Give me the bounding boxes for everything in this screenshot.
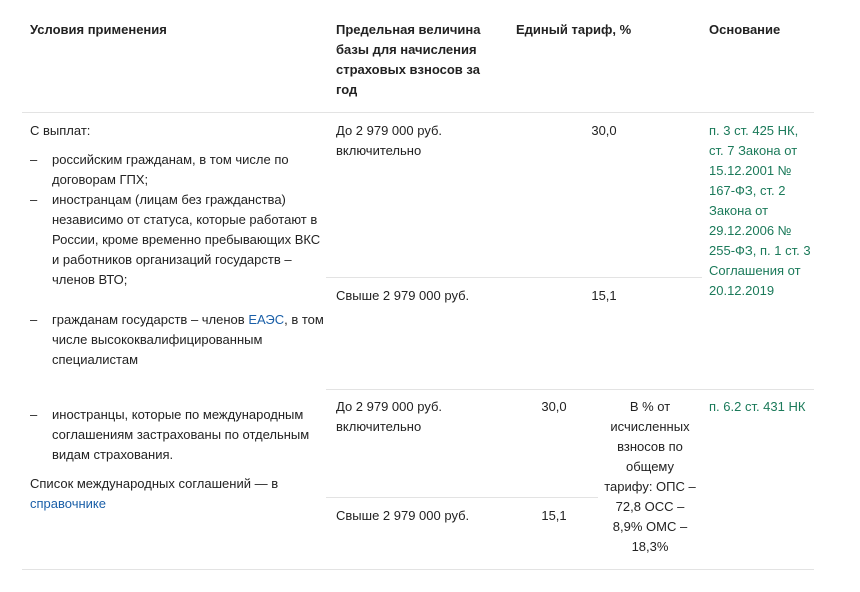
row1-intro: С выплат:: [30, 123, 91, 138]
row2-distribution: В % от исчисленных взносов по общему тарифу: ОПС – 72,8 ОСС – 8,9% ОМС – 18,3%: [604, 399, 696, 554]
row1-bullet-3-after: , в том числе высококвалифицированным специалистам: [52, 312, 324, 367]
row1-bullet-3: [30, 310, 330, 370]
row1-divider: [326, 389, 814, 390]
header-tariff: Единый тариф, %: [516, 22, 632, 37]
row2-tariff-low: 30,0: [541, 399, 567, 414]
directory-link[interactable]: справочнике: [30, 496, 106, 511]
row2-bullet-text: иностранцы, которые по международным соглашениям застрахованы по отдельным видам страхования.: [52, 407, 310, 462]
row2-list-note: [30, 474, 315, 514]
row2-split-divider: [326, 497, 598, 498]
row1-bullet-1-dash: –: [30, 152, 38, 167]
header-basis: Основание: [709, 22, 781, 37]
row1-bullet-3-before: гражданам государств – членов: [52, 312, 249, 327]
row1-bullet-2-text: иностранцам (лицам без гражданства) независимо от статуса, которые работают в России, кроме временно пребывающих ВКС и работников организаций государств – членов ВТО;: [52, 192, 321, 287]
header-divider: [22, 112, 814, 113]
row2-base-low: До 2 979 000 руб. включительно: [336, 399, 443, 434]
row2-list-text: Список международных соглашений — в: [30, 476, 279, 491]
eaes-link[interactable]: ЕАЭС: [248, 312, 285, 327]
row2-tariff-high: 15,1: [541, 508, 567, 523]
row2-basis-link[interactable]: п. 6.2 ст. 431 НК: [709, 399, 806, 414]
row1-bullet-1-text: российским гражданам, в том числе по договорам ГПХ;: [52, 152, 289, 187]
header-conditions: Условия применения: [30, 22, 167, 37]
row1-bullet-1: [30, 150, 330, 190]
row1-tariff-high: 15,1: [591, 288, 617, 303]
row1-bullet-2-dash: –: [30, 192, 38, 207]
row1-split-divider: [326, 277, 702, 278]
row1-bullet-3-dash: –: [30, 312, 38, 327]
header-base: Предельная величина базы для начисления страховых взносов за год: [336, 22, 481, 97]
row1-base-low: До 2 979 000 руб. включительно: [336, 123, 443, 158]
row2-bullet-dash: –: [30, 407, 38, 422]
row1-base-high: Свыше 2 979 000 руб.: [336, 288, 470, 303]
row1-basis-link[interactable]: п. 3 ст. 425 НК, ст. 7 Закона от 15.12.2001 № 167-ФЗ, ст. 2 Закона от 29.12.2006 № 255-ФЗ, п. 1 ст. 3 Соглашения от 20.12.2019: [709, 123, 811, 298]
row1-bullet-3-text: [52, 310, 330, 370]
table-bottom-divider: [22, 569, 814, 570]
row1-bullet-2: [30, 190, 320, 290]
row1-tariff-low: 30,0: [591, 123, 617, 138]
row2-base-high: Свыше 2 979 000 руб.: [336, 508, 470, 523]
row2-bullet: [30, 405, 330, 465]
